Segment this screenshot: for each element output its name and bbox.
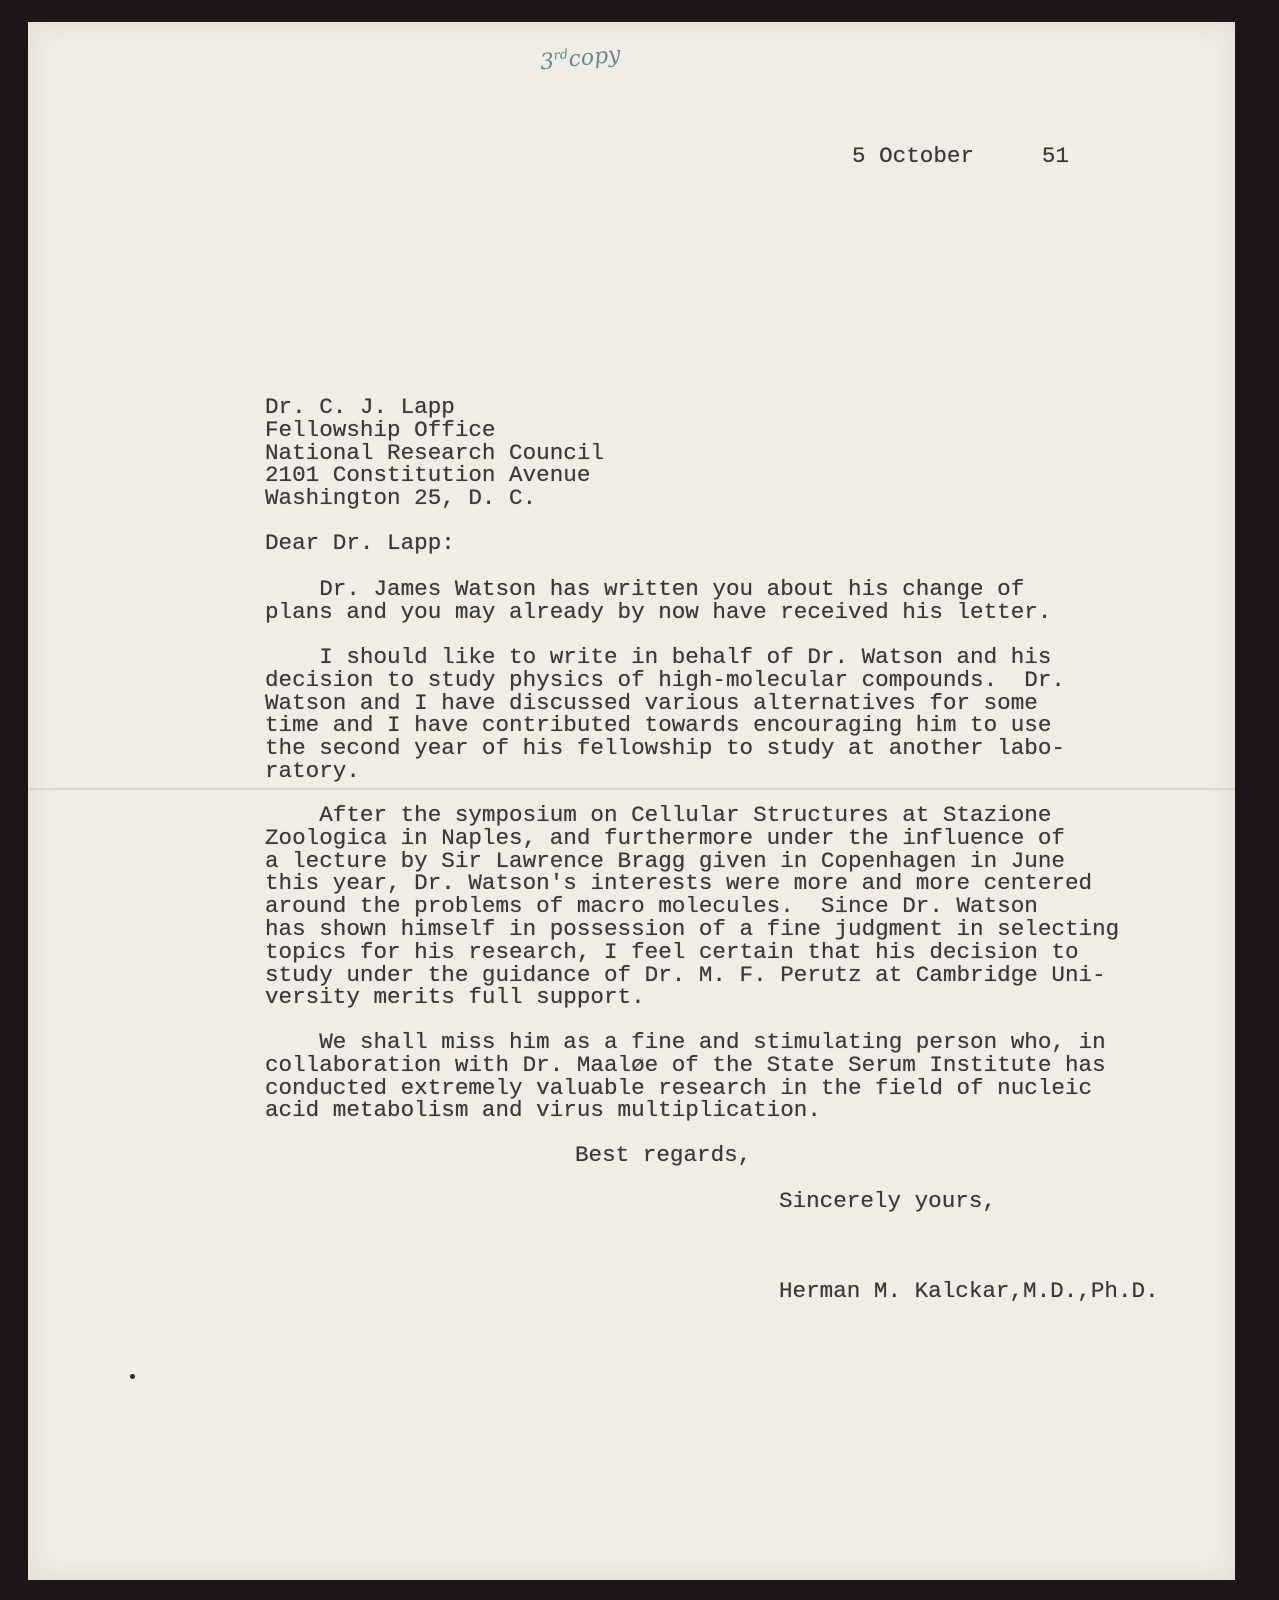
annotation-number: 3 [538,49,556,76]
letter-date: 5 October 51 [852,143,1069,169]
text-line: Watson and I have discussed various alternatives for some [265,689,1038,716]
ink-spot [130,1374,135,1379]
text-line: the second year of his fellowship to study at another labo- [265,735,1065,762]
text-line: conducted extremely valuable research in the field of nucleic [265,1074,1093,1101]
text-line: I should like to write in behalf of Dr. Watson and his [265,644,1052,670]
text-line: acid metabolism and virus multiplication. [265,1097,821,1124]
text-line: decision to study physics of high-molecular compounds. Dr. [265,666,1065,693]
text-line: time and I have contributed towards encouraging him to use [265,712,1052,739]
recipient-address [265,396,604,510]
annotation-suffix: rd [552,47,569,64]
address-line: Fellowship Office [265,416,496,443]
signature-block: Herman M. Kalckar,M.D.,Ph.D. [779,1278,1159,1304]
address-line: Washington 25, D. C. [265,485,537,512]
text-line: versity merits full support. [265,984,645,1011]
closing-best-regards: Best regards, [575,1142,752,1168]
paragraph-1 [265,578,1051,624]
text-line: Zoologica in Naples, and furthermore under the influence of [265,824,1065,851]
text-line: a lecture by Sir Lawrence Bragg given in Copenhagen in June [265,847,1065,874]
text-line: After the symposium on Cellular Structures at Stazione [265,802,1052,828]
text-line: We shall miss him as a fine and stimulating person who, in [265,1029,1106,1055]
text-line: has shown himself in possession of a fine judgment in selecting [265,915,1120,942]
letter-page [28,22,1235,1580]
address-line: National Research Council [265,439,604,466]
fold-crease [28,788,1235,790]
text-line: around the problems of macro molecules. Since Dr. Watson [265,893,1038,920]
paragraph-3 [265,804,1119,1009]
text-line: collaboration with Dr. Maaløe of the State Serum Institute has [265,1051,1106,1078]
text-line: plans and you may already by now have received his letter. [265,598,1052,625]
closing-sincerely: Sincerely yours, [779,1188,996,1214]
text-line: Dr. James Watson has written you about his change of [265,576,1025,602]
text-line: ratory. [265,757,360,784]
text-line: study under the guidance of Dr. M. F. Perutz at Cambridge Uni- [265,961,1106,988]
salutation: Dear Dr. Lapp: [265,530,455,556]
text-line: topics for his research, I feel certain that his decision to [265,938,1079,965]
address-line: Dr. C. J. Lapp [265,394,455,420]
paragraph-2 [265,646,1065,783]
text-line: this year, Dr. Watson's interests were more and more centered [265,870,1093,897]
paragraph-4 [265,1031,1106,1122]
address-line: 2101 Constitution Avenue [265,462,591,489]
annotation-word: copy [567,42,622,73]
